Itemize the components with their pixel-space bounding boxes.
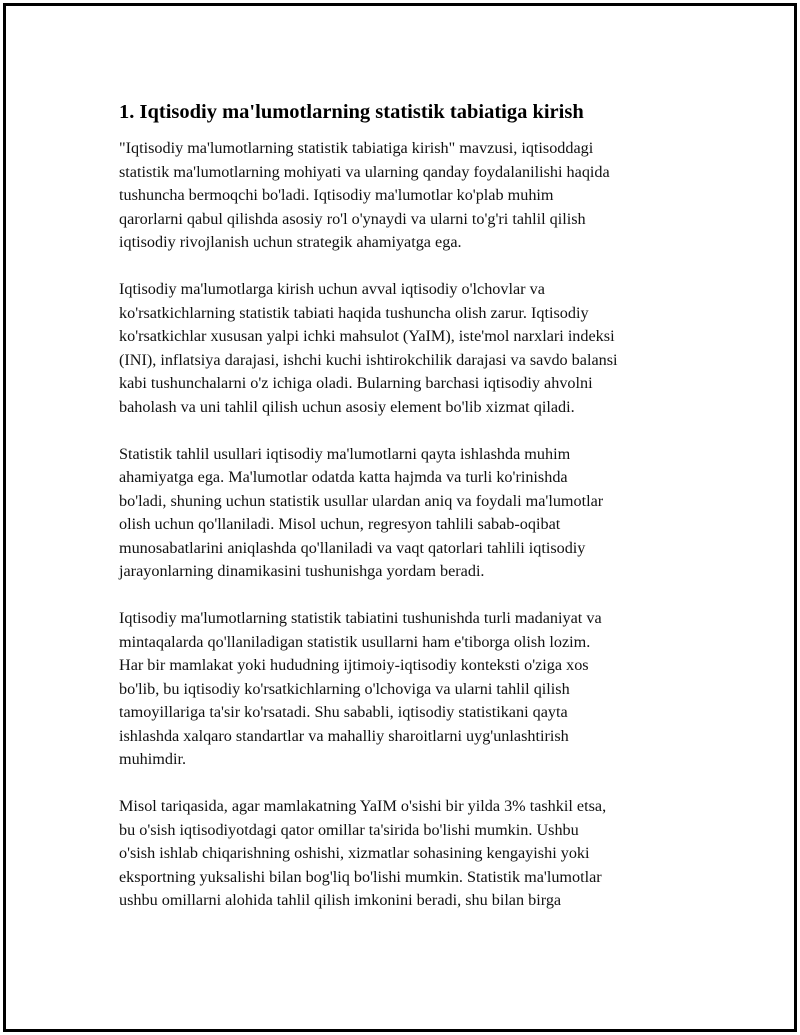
text-line: eksportning yuksalishi bilan bog'liq bo'lishi mumkin. Statistik ma'lumotlar	[119, 867, 602, 886]
text-line: olish uchun qo'llaniladi. Misol uchun, regresyon tahlili sabab-oqibat	[119, 515, 561, 533]
text-line: muhimdir.	[119, 750, 187, 768]
text-line: munosabatlarini aniqlashda qo'llaniladi va vaqt qatorlari tahlili iqtisodiy	[119, 538, 586, 557]
text-line: ko'rsatkichlarning statistik tabiati haqida tushuncha olish zarur. Iqtisodiy	[119, 303, 589, 322]
paragraph-2	[119, 278, 699, 419]
text-line: tamoyillariga ta'sir ko'rsatadi. Shu sababli, iqtisodiy statistikani qayta	[119, 703, 568, 721]
section-heading: 1. Iqtisodiy ma'lumotlarning statistik tabiatiga kirish	[119, 101, 584, 123]
text-line: o'sish ishlab chiqarishning oshishi, xizmatlar sohasining kengayishi yoki	[119, 844, 590, 862]
text-line: mintaqalarda qo'llaniladigan statistik usullarni ham e'tiborga olish lozim.	[119, 632, 591, 651]
text-line: tushuncha bermoqchi bo'ladi. Iqtisodiy ma'lumotlar ko'plab muhim	[119, 186, 554, 204]
text-line: Statistik tahlil usullari iqtisodiy ma'lumotlarni qayta ishlashda muhim	[119, 444, 571, 463]
text-line: Misol tariqasida, agar mamlakatning YaIM o'sishi bir yilda 3% tashkil etsa,	[119, 797, 607, 815]
paragraph-4	[119, 607, 699, 772]
text-line: bo'lib, bu iqtisodiy ko'rsatkichlarning o'lchoviga va ularni tahlil qilish	[119, 679, 570, 698]
page-frame	[3, 3, 797, 1032]
text-line: Iqtisodiy ma'lumotlarning statistik tabiatini tushunishda turli madaniyat va	[119, 609, 602, 627]
text-line: statistik ma'lumotlarning mohiyati va ularning qanday foydalanilishi haqida	[119, 162, 610, 181]
text-line: baholash va uni tahlil qilish uchun asosiy element bo'lib xizmat qiladi.	[119, 397, 575, 416]
text-line: ko'rsatkichlar xususan yalpi ichki mahsulot (YaIM), iste'mol narxlari indeksi	[119, 327, 615, 345]
text-line: qarorlarni qabul qilishda asosiy ro'l o'ynaydi va ularni to'g'ri tahlil qilish	[119, 209, 586, 228]
text-line: ushbu omillarni alohida tahlil qilish imkonini beradi, shu bilan birga	[119, 891, 562, 909]
paragraph-5	[119, 795, 699, 913]
text-line: iqtisodiy rivojlanish uchun strategik ahamiyatga ega.	[119, 233, 462, 251]
text-line: Har bir mamlakat yoki hududning ijtimoiy-iqtisodiy konteksti o'ziga xos	[119, 656, 589, 674]
document-body	[119, 100, 699, 936]
text-line: Iqtisodiy ma'lumotlarga kirish uchun avval iqtisodiy o'lchovlar va	[119, 280, 545, 298]
text-line: ahamiyatga ega. Ma'lumotlar odatda katta hajmda va turli ko'rinishda	[119, 468, 568, 486]
text-line: ishlashda xalqaro standartlar va mahalliy sharoitlarni uyg'unlashtirish	[119, 726, 569, 745]
text-line: "Iqtisodiy ma'lumotlarning statistik tabiatiga kirish" mavzusi, iqtisoddagi	[119, 139, 594, 157]
text-line: bo'ladi, shuning uchun statistik usullar ulardan aniq va foydali ma'lumotlar	[119, 491, 604, 510]
text-line: bu o'sish iqtisodiyotdagi qator omillar ta'sirida bo'lishi mumkin. Ushbu	[119, 820, 579, 839]
paragraph-1	[119, 137, 699, 255]
paragraph-3	[119, 443, 699, 584]
text-line: (INI), inflatsiya darajasi, ishchi kuchi ishtirokchilik darajasi va savdo balansi	[119, 350, 618, 369]
text-line: kabi tushunchalarni o'z ichiga oladi. Bularning barchasi iqtisodiy ahvolni	[119, 374, 593, 392]
text-line: jarayonlarning dinamikasini tushunishga yordam beradi.	[119, 562, 485, 580]
